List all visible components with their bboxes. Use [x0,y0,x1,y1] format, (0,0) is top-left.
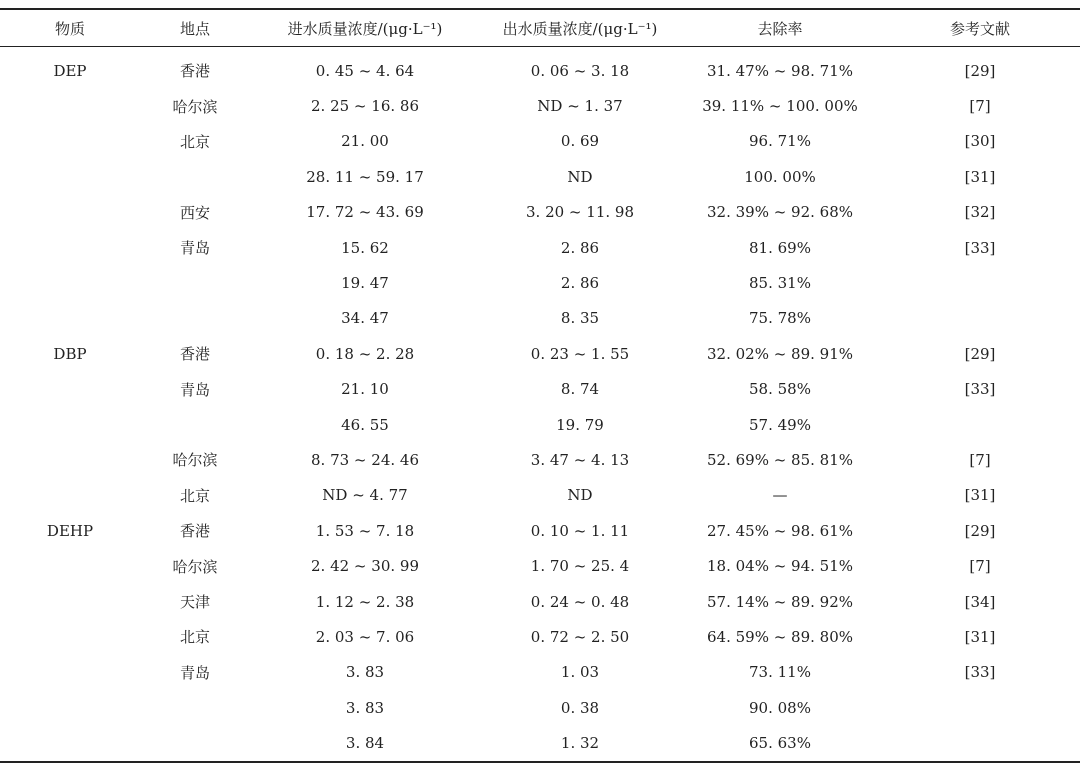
table-row [0,407,1080,442]
header-effluent: 出水质量浓度/(μg·L⁻¹) [480,9,680,47]
cell-reference: [7] [969,97,991,116]
cell-removal: 39. 11% ~ 100. 00% [702,97,858,116]
cell-effluent: 0. 10 ~ 1. 11 [530,521,630,540]
table-row [0,655,1080,690]
cell-effluent: 8. 74 [560,380,600,399]
cell-effluent: 0. 69 [560,132,600,151]
cell-influent: 17. 72 ~ 43. 69 [306,203,424,222]
cell-effluent: 3. 47 ~ 4. 13 [530,450,630,469]
cell-location [140,301,250,336]
cell-reference: [33] [964,238,996,257]
cell-effluent: 1. 32 [480,725,680,761]
table-row [0,548,1080,583]
cell-substance [0,230,140,265]
cell-influent: 46. 55 [341,415,389,434]
cell-effluent: 0. 72 ~ 2. 50 [530,627,630,646]
table-row [0,372,1080,407]
cell-substance [0,655,140,690]
cell-substance [0,372,140,407]
table-row [0,725,1080,761]
cell-reference: [29] [964,61,996,80]
cell-effluent: 8. 35 [560,309,600,328]
cell-substance [0,195,140,230]
cell-effluent: 19. 79 [556,415,604,434]
cell-location: 北京 [179,628,210,647]
cell-effluent: 2. 86 [560,274,600,293]
header-reference: 参考文献 [880,9,1080,47]
cell-removal: 75. 78% [749,309,811,328]
cell-removal: 73. 11% [749,663,811,682]
cell-influent: 19. 47 [341,274,389,293]
cell-removal: 31. 47% ~ 98. 71% [706,61,854,80]
cell-location: 天津 [179,593,210,612]
cell-removal: 64. 59% ~ 89. 80% [706,627,854,646]
cell-removal: 32. 39% ~ 92. 68% [706,203,854,222]
cell-influent: 15. 62 [341,238,389,257]
cell-removal: 100. 00% [744,167,816,186]
cell-substance [0,725,140,761]
cell-removal: 57. 14% ~ 89. 92% [706,592,854,611]
data-table [0,8,1080,763]
cell-influent: 0. 18 ~ 2. 28 [315,344,415,363]
table-row [0,690,1080,725]
cell-location: 西安 [179,203,210,222]
cell-reference [880,725,1080,761]
cell-substance [0,690,140,725]
cell-reference: [7] [969,557,991,576]
cell-substance: DEP [53,61,87,80]
table-row [0,442,1080,477]
cell-reference: [33] [964,663,996,682]
cell-effluent: ND [567,486,593,505]
cell-location [140,159,250,194]
cell-substance [0,407,140,442]
cell-reference: [31] [964,167,996,186]
cell-influent: 1. 12 ~ 2. 38 [315,592,415,611]
cell-removal: 57. 49% [749,415,811,434]
cell-location: 青岛 [179,380,210,399]
table-row [0,124,1080,159]
cell-reference: [31] [964,627,996,646]
table-body [0,47,1080,762]
cell-reference [880,265,1080,300]
cell-substance [0,124,140,159]
cell-removal: 85. 31% [749,274,811,293]
cell-location [140,407,250,442]
cell-substance: DEHP [46,521,94,540]
cell-substance [0,159,140,194]
cell-location: 香港 [179,345,210,364]
cell-effluent: 3. 20 ~ 11. 98 [526,203,634,222]
cell-reference: [7] [969,450,991,469]
header-substance: 物质 [0,9,140,47]
cell-substance [0,584,140,619]
cell-effluent: 0. 23 ~ 1. 55 [530,344,630,363]
cell-influent: 8. 73 ~ 24. 46 [311,450,419,469]
cell-effluent: 0. 24 ~ 0. 48 [530,592,630,611]
cell-influent: 3. 83 [345,698,385,717]
cell-location: 哈尔滨 [172,97,218,116]
table-row [0,230,1080,265]
table-row [0,88,1080,123]
cell-location: 香港 [179,62,210,81]
cell-substance [0,619,140,654]
cell-substance [0,88,140,123]
cell-effluent: 2. 86 [560,238,600,257]
cell-reference [880,301,1080,336]
cell-removal: 27. 45% ~ 98. 61% [706,521,854,540]
table-header [0,9,1080,47]
cell-influent: 28. 11 ~ 59. 17 [306,167,424,186]
cell-influent: 21. 00 [341,132,389,151]
cell-removal: 90. 08% [749,698,811,717]
cell-substance [0,548,140,583]
table-row [0,619,1080,654]
table-row [0,336,1080,371]
cell-location: 哈尔滨 [172,557,218,576]
cell-influent: 2. 42 ~ 30. 99 [311,557,419,576]
table-row [0,478,1080,513]
cell-substance: DBP [53,344,87,363]
cell-removal: 81. 69% [749,238,811,257]
cell-removal: 32. 02% ~ 89. 91% [706,344,854,363]
cell-location: 香港 [179,522,210,541]
cell-effluent: 1. 03 [560,663,600,682]
cell-reference: [29] [964,521,996,540]
cell-effluent: ND [567,167,593,186]
cell-reference [880,690,1080,725]
cell-reference: [30] [964,132,996,151]
cell-removal: 18. 04% ~ 94. 51% [706,557,854,576]
cell-substance [0,478,140,513]
cell-location [140,725,250,761]
cell-influent: ND ~ 4. 77 [322,486,408,505]
cell-reference: [33] [964,380,996,399]
cell-location: 北京 [179,486,210,505]
table-row [0,584,1080,619]
cell-removal: 65. 63% [680,725,880,761]
cell-substance [0,301,140,336]
table-row [0,195,1080,230]
cell-influent: 34. 47 [341,309,389,328]
cell-reference: [29] [964,344,996,363]
table-row [0,47,1080,89]
cell-location [140,690,250,725]
cell-effluent: 0. 06 ~ 3. 18 [530,61,630,80]
cell-location [140,265,250,300]
cell-reference [880,407,1080,442]
cell-removal: 96. 71% [749,132,811,151]
header-row [0,9,1080,47]
cell-substance [0,265,140,300]
cell-location: 哈尔滨 [172,451,218,470]
cell-reference: [32] [964,203,996,222]
cell-influent: 2. 25 ~ 16. 86 [311,97,419,116]
table-row [0,301,1080,336]
table-row [0,159,1080,194]
cell-removal: — [772,486,788,505]
cell-effluent: ND ~ 1. 37 [537,97,623,116]
cell-influent: 21. 10 [341,380,389,399]
cell-removal: 52. 69% ~ 85. 81% [706,450,854,469]
cell-influent: 1. 53 ~ 7. 18 [315,521,415,540]
cell-location: 北京 [179,132,210,151]
cell-removal: 58. 58% [749,380,811,399]
cell-influent: 3. 84 [250,725,480,761]
table-row [0,265,1080,300]
table-row [0,513,1080,548]
header-removal: 去除率 [680,9,880,47]
cell-effluent: 0. 38 [560,698,600,717]
header-location: 地点 [140,9,250,47]
cell-influent: 0. 45 ~ 4. 64 [315,61,415,80]
cell-location: 青岛 [179,239,210,258]
cell-substance [0,442,140,477]
cell-location: 青岛 [179,663,210,682]
cell-reference: [34] [964,592,996,611]
header-influent: 进水质量浓度/(μg·L⁻¹) [250,9,480,47]
cell-reference: [31] [964,486,996,505]
cell-effluent: 1. 70 ~ 25. 4 [530,557,630,576]
cell-influent: 2. 03 ~ 7. 06 [315,627,415,646]
cell-influent: 3. 83 [345,663,385,682]
